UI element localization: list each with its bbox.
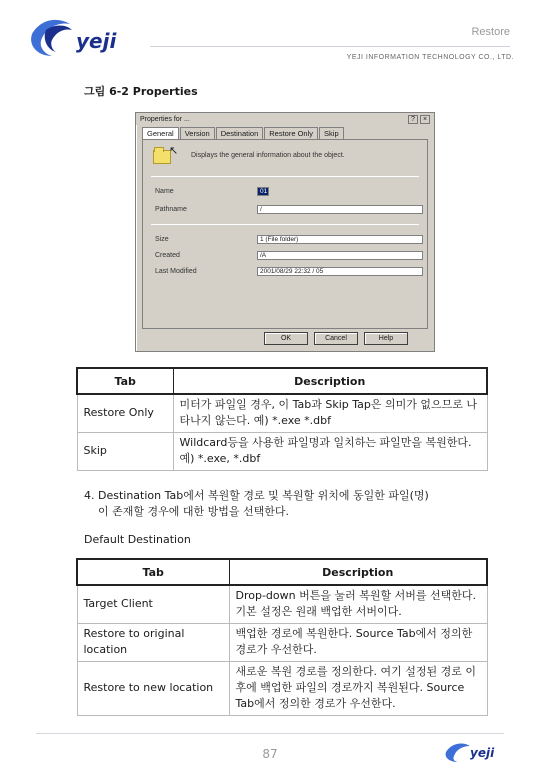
table-row xyxy=(77,585,487,623)
svg-text:yeji: yeji xyxy=(470,746,495,760)
paragraph-line: 4. Destination Tab에서 복원할 경로 및 복원할 위치에 동일한 파일(명) xyxy=(84,489,429,502)
description-cell: Drop-down 버튼을 눌러 복원할 서버를 선택한다. 기본 설정은 원래 백업한 서버이다. xyxy=(229,585,487,623)
header-title: Restore xyxy=(471,26,510,38)
tab-destination[interactable]: Destination xyxy=(216,127,264,139)
tab-cell: Restore to new location xyxy=(77,661,229,715)
yeji-footer-logo xyxy=(444,740,514,764)
field-label-name: Name xyxy=(155,188,174,195)
step-paragraph xyxy=(84,488,429,520)
modified-field: 2001/08/29 22:32 / 05 xyxy=(257,267,423,276)
close-icon[interactable]: × xyxy=(420,115,430,124)
tab-skip[interactable]: Skip xyxy=(319,127,344,139)
dialog-title: Properties for ... xyxy=(140,115,190,123)
tab-cell: Restore to original location xyxy=(77,623,229,661)
size-field: 1 (File folder) xyxy=(257,235,423,244)
yeji-logo xyxy=(26,14,136,64)
header-divider xyxy=(150,46,510,47)
created-field: /A xyxy=(257,251,423,260)
table-row xyxy=(77,623,487,661)
destination-table xyxy=(76,558,488,716)
tabs-table xyxy=(76,367,488,471)
panel-description: Displays the general information about the object. xyxy=(191,152,345,159)
field-label-size: Size xyxy=(155,236,169,243)
dialog-tabs xyxy=(142,127,345,139)
tab-cell: Target Client xyxy=(77,585,229,623)
tab-cell: Skip xyxy=(77,432,173,470)
cancel-button[interactable]: Cancel xyxy=(314,332,358,345)
company-name: YEJI INFORMATION TECHNOLOGY CO., LTD. xyxy=(346,54,514,61)
help-icon[interactable]: ? xyxy=(408,115,418,124)
svg-text:yeji: yeji xyxy=(76,29,117,53)
column-header-description: Description xyxy=(173,368,487,394)
tab-general[interactable]: General xyxy=(142,127,179,139)
description-cell: 미터가 파일일 경우, 이 Tab과 Skip Tap은 의미가 없으므로 나타나지 않는다. 예) *.exe *.dbf xyxy=(173,394,487,432)
field-label-created: Created xyxy=(155,252,180,259)
table-row xyxy=(77,432,487,470)
footer-divider xyxy=(36,733,504,734)
field-label-pathname: Pathname xyxy=(155,206,187,213)
column-header-description: Description xyxy=(229,559,487,585)
name-field[interactable]: 01 xyxy=(257,187,269,196)
section-subheading: Default Destination xyxy=(84,533,191,546)
properties-dialog xyxy=(135,112,435,352)
column-header-tab: Tab xyxy=(77,559,229,585)
divider xyxy=(151,176,419,177)
column-header-tab: Tab xyxy=(77,368,173,394)
pathname-field: / xyxy=(257,205,423,214)
cursor-icon: ↖ xyxy=(169,145,179,157)
ok-button[interactable]: OK xyxy=(264,332,308,345)
field-label-modified: Last Modified xyxy=(155,268,197,275)
paragraph-line: 이 존재할 경우에 대한 방법을 선택한다. xyxy=(98,505,289,518)
table-row xyxy=(77,394,487,432)
dialog-buttons xyxy=(264,332,408,345)
table-row xyxy=(77,661,487,715)
tab-version[interactable]: Version xyxy=(180,127,215,139)
description-cell: 새로운 복원 경로를 정의한다. 여기 설정된 경로 이후에 백업한 파일의 경로까지 복원된다. Source Tab에서 정의한 경로가 우선한다. xyxy=(229,661,487,715)
dialog-titlebar xyxy=(136,113,434,125)
divider xyxy=(151,224,419,225)
help-button[interactable]: Help xyxy=(364,332,408,345)
description-cell: 백업한 경로에 복원한다. Source Tab에서 정의한 경로가 우선한다. xyxy=(229,623,487,661)
tab-restore-only[interactable]: Restore Only xyxy=(264,127,318,139)
general-panel xyxy=(142,139,428,329)
page-number: 87 xyxy=(262,747,278,761)
description-cell: Wildcard등을 사용한 파일명과 일치하는 파일만을 복원한다. 예) *.exe, *.dbf xyxy=(173,432,487,470)
tab-cell: Restore Only xyxy=(77,394,173,432)
figure-caption: 그림 6-2 Properties xyxy=(84,85,198,98)
